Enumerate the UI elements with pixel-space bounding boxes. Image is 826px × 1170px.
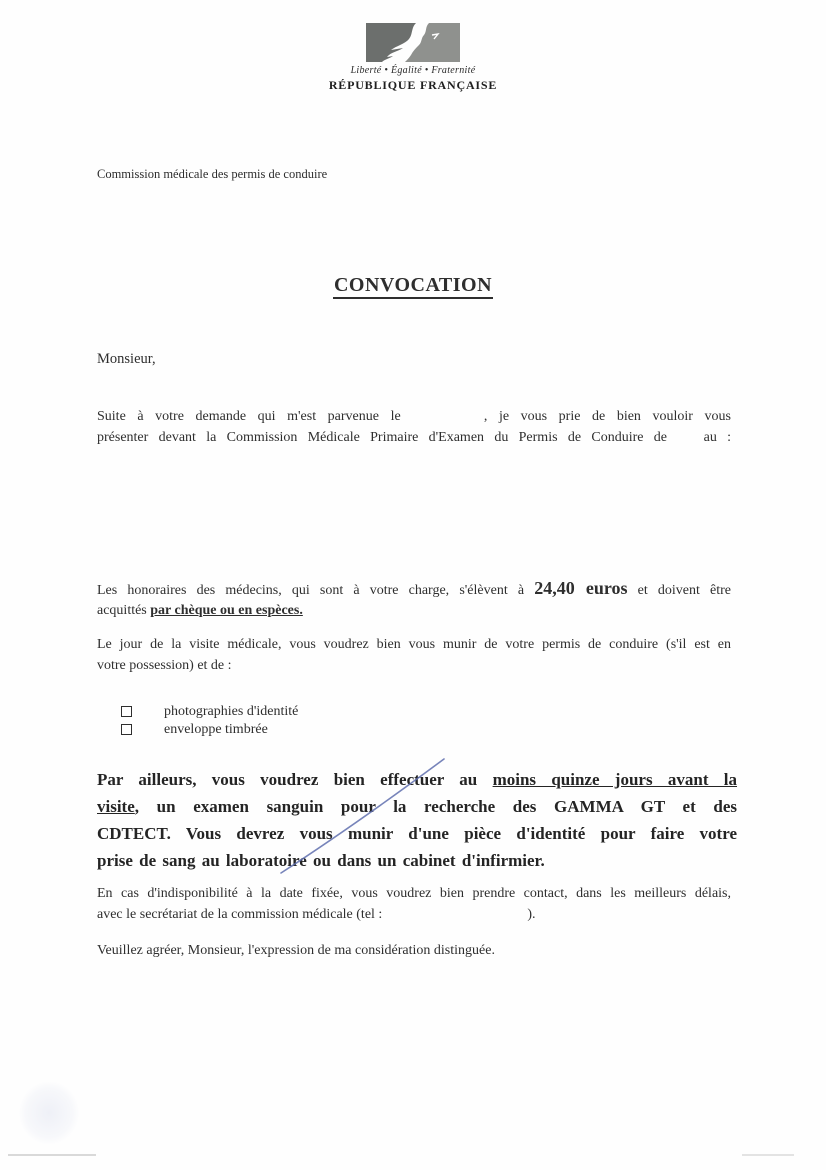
- blood-underlined-2: visite: [97, 797, 135, 816]
- checklist-item-photos: [121, 703, 298, 721]
- request-line-2: [97, 427, 731, 448]
- letter-title: CONVOCATION: [333, 274, 493, 299]
- blood-line-3: CDTECT. Vous devrez vous munir d'une pièce d'identité pour faire votre: [97, 824, 737, 843]
- unavailability-line-1: En cas d'indisponibilité à la date fixée, vous voudrez bien prendre contact, dans les meilleurs délais,: [97, 886, 731, 901]
- checkbox-photos: [121, 706, 132, 717]
- marianne-republique-francaise-logo-icon: [366, 23, 460, 62]
- visit-line-1: Le jour de la visite médicale, vous voudrez bien vous munir de votre permis de conduire (s'il est en: [97, 637, 731, 652]
- fee-amount: 24,40 euros: [534, 578, 628, 598]
- country-name: RÉPUBLIQUE FRANÇAISE: [328, 78, 498, 92]
- letterhead: [0, 23, 826, 93]
- salutation: Monsieur,: [97, 351, 156, 367]
- fees-text-3: acquittés: [97, 603, 147, 618]
- request-line-1: [97, 406, 731, 427]
- blood-line-2: [97, 793, 737, 820]
- unavailability-text-tel: avec le secrétariat de la commission médicale (tel :: [97, 907, 383, 922]
- unavailability-paragraph: [97, 883, 731, 925]
- checklist: [121, 703, 298, 738]
- fees-line-1: [97, 578, 731, 601]
- request-paragraph: [97, 406, 731, 448]
- blood-text-1: Par ailleurs, vous voudrez bien effectuer au: [97, 770, 478, 789]
- fees-text-2: et doivent être: [637, 583, 732, 598]
- blood-line-4: prise de sang au laboratoire ou dans un cabinet d'infirmier.: [97, 851, 545, 870]
- fees-paragraph: [97, 578, 731, 621]
- request-text-au: au :: [703, 430, 732, 445]
- blood-underlined-1: moins quinze jours avant la: [492, 770, 738, 789]
- service-name: Commission médicale des permis de conduire: [97, 167, 328, 181]
- scan-artifact-left: [8, 1154, 96, 1156]
- unavailability-text-close: ).: [527, 907, 536, 922]
- closing-paragraph: Veuillez agréer, Monsieur, l'expression de ma considération distinguée.: [97, 943, 495, 958]
- scan-artifact-right: [742, 1154, 794, 1156]
- checklist-item-envelope: [121, 721, 298, 739]
- request-text-before-city: présenter devant la Commission Médicale Primaire d'Examen du Permis de Conduire de: [97, 430, 667, 445]
- motto-text: Liberté • Égalité • Fraternité: [350, 65, 476, 76]
- checkbox-envelope: [121, 724, 132, 735]
- faint-stamp-smudge: [10, 1072, 88, 1154]
- visit-line-2: votre possession) et de :: [97, 658, 232, 673]
- request-text-before-date: Suite à votre demande qui m'est parvenue le: [97, 409, 401, 424]
- blood-line-1: [97, 766, 737, 793]
- request-text-after-date: , je vous prie de bien vouloir vous: [483, 409, 731, 424]
- blood-test-paragraph: [97, 766, 737, 874]
- fees-text-1: Les honoraires des médecins, qui sont à votre charge, s'élèvent à: [97, 583, 525, 598]
- checklist-label-photos: photographies d'identité: [164, 704, 299, 719]
- checklist-label-envelope: enveloppe timbrée: [164, 721, 268, 737]
- unavailability-line-2: [97, 904, 731, 925]
- visit-paragraph: [97, 634, 731, 676]
- payment-method: par chèque ou en espèces.: [150, 603, 303, 618]
- title-wrap: [0, 274, 826, 297]
- blood-text-2: , un examen sanguin pour la recherche des GAMMA GT et des: [134, 797, 737, 816]
- fees-line-2: [97, 601, 731, 621]
